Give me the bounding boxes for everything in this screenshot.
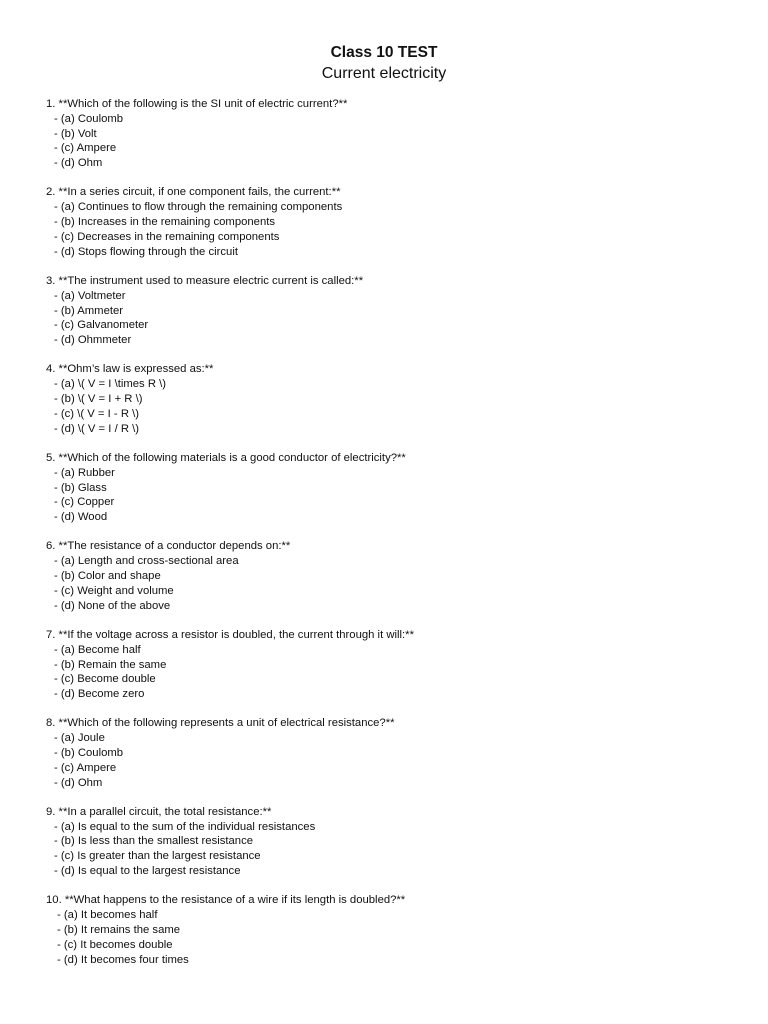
question-list bbox=[46, 97, 726, 982]
option-c: - (c) Ampere bbox=[54, 761, 117, 774]
option-b: - (b) Color and shape bbox=[54, 570, 161, 583]
question-1 bbox=[46, 97, 726, 171]
question-7 bbox=[46, 628, 726, 702]
option-c: - (c) Is greater than the largest resistance bbox=[54, 850, 261, 863]
option-b: - (b) \( V = I + R \) bbox=[54, 393, 143, 406]
question-3 bbox=[46, 274, 726, 348]
question-text: 8. **Which of the following represents a unit of electrical resistance?** bbox=[46, 717, 395, 730]
option-a: - (a) Continues to flow through the remaining components bbox=[54, 201, 343, 214]
option-d: - (d) Stops flowing through the circuit bbox=[54, 245, 238, 258]
option-d: - (d) None of the above bbox=[54, 599, 171, 612]
option-d: - (d) It becomes four times bbox=[57, 953, 189, 966]
question-2 bbox=[46, 185, 726, 259]
question-5 bbox=[46, 451, 726, 525]
question-4 bbox=[46, 362, 726, 436]
option-a: - (a) Rubber bbox=[54, 466, 115, 479]
option-a: - (a) Coulomb bbox=[54, 112, 124, 125]
option-a: - (a) Is equal to the sum of the individual resistances bbox=[54, 820, 316, 833]
question-text: 1. **Which of the following is the SI unit of electric current?** bbox=[46, 98, 348, 110]
question-text: 7. **If the voltage across a resistor is doubled, the current through it will:** bbox=[46, 628, 414, 641]
option-b: - (b) Volt bbox=[54, 127, 97, 140]
question-text: 6. **The resistance of a conductor depends on:** bbox=[46, 540, 291, 553]
question-text: 4. **Ohm’s law is expressed as:** bbox=[46, 363, 214, 376]
question-8 bbox=[46, 716, 726, 790]
option-a: - (a) Become half bbox=[54, 643, 141, 656]
option-b: - (b) It remains the same bbox=[57, 923, 181, 936]
question-6 bbox=[46, 539, 726, 613]
question-text: 5. **Which of the following materials is a good conductor of electricity?** bbox=[46, 451, 406, 464]
option-c: - (c) It becomes double bbox=[57, 938, 173, 951]
question-text: 10. **What happens to the resistance of a wire if its length is doubled?** bbox=[46, 894, 406, 907]
option-d: - (d) \( V = I / R \) bbox=[54, 422, 140, 435]
option-a: - (a) Joule bbox=[54, 732, 105, 745]
option-b: - (b) Glass bbox=[54, 481, 107, 494]
option-c: - (c) Become double bbox=[54, 673, 156, 686]
option-b: - (b) Is less than the smallest resistance bbox=[54, 835, 254, 848]
option-c: - (c) Copper bbox=[54, 496, 115, 509]
option-b: - (b) Ammeter bbox=[54, 304, 124, 317]
option-c: - (c) Galvanometer bbox=[54, 319, 149, 332]
question-10 bbox=[46, 893, 726, 967]
option-b: - (b) Coulomb bbox=[54, 746, 124, 759]
page-title: Class 10 TEST bbox=[330, 44, 438, 61]
page-subtitle: Current electricity bbox=[321, 65, 447, 82]
question-text: 3. **The instrument used to measure electric current is called:** bbox=[46, 274, 364, 287]
option-c: - (c) \( V = I - R \) bbox=[54, 407, 140, 420]
option-c: - (c) Ampere bbox=[54, 142, 117, 155]
option-b: - (b) Increases in the remaining components bbox=[54, 216, 276, 229]
question-text: 9. **In a parallel circuit, the total resistance:** bbox=[46, 805, 272, 818]
option-a: - (a) Length and cross-sectional area bbox=[54, 555, 239, 568]
option-a: - (a) \( V = I \times R \) bbox=[54, 378, 167, 391]
option-d: - (d) Become zero bbox=[54, 688, 145, 701]
option-a: - (a) Voltmeter bbox=[54, 289, 126, 302]
option-d: - (d) Ohm bbox=[54, 157, 103, 170]
option-d: - (d) Ohmmeter bbox=[54, 334, 132, 347]
option-d: - (d) Wood bbox=[54, 511, 108, 524]
question-text: 2. **In a series circuit, if one component fails, the current:** bbox=[46, 186, 341, 199]
option-b: - (b) Remain the same bbox=[54, 658, 167, 671]
question-9 bbox=[46, 805, 726, 879]
option-c: - (c) Decreases in the remaining components bbox=[54, 230, 280, 243]
option-d: - (d) Ohm bbox=[54, 776, 103, 789]
option-d: - (d) Is equal to the largest resistance bbox=[54, 865, 241, 878]
option-a: - (a) It becomes half bbox=[57, 909, 158, 922]
option-c: - (c) Weight and volume bbox=[54, 584, 174, 597]
